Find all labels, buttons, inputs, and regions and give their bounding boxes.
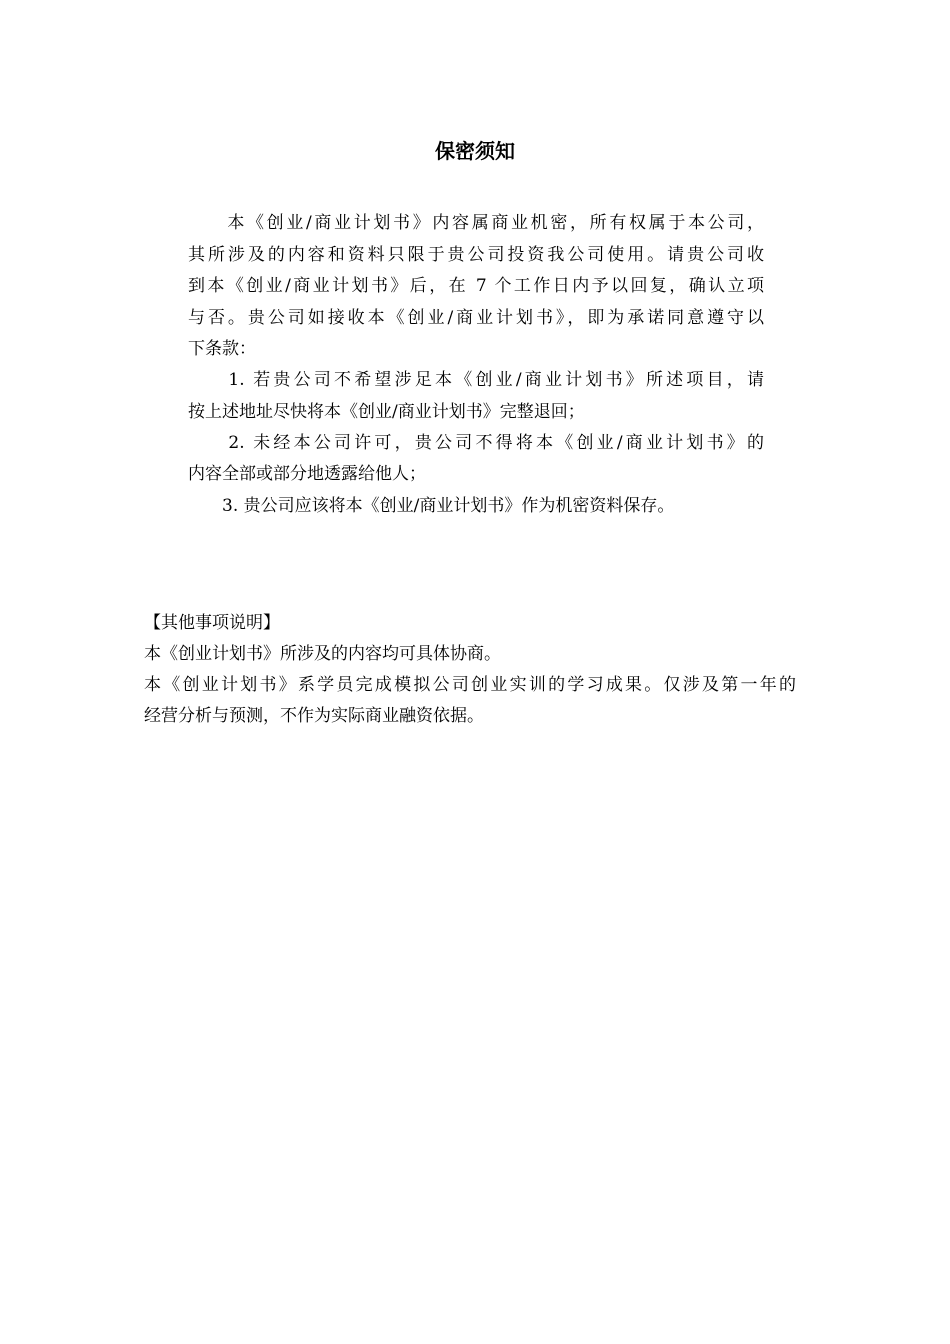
other-notes-line-3: 经营分析与预测，不作为实际商业融资依据。 [144,706,484,726]
confidentiality-line-2: 其所涉及的内容和资料只限于贵公司投资我公司使用。请贵公司收 [188,245,764,265]
confidentiality-line-1: 本《创业/商业计划书》内容属商业机密，所有权属于本公司， [188,213,764,233]
other-notes-line-1: 本《创业计划书》所涉及的内容均可具体协商。 [144,644,501,664]
confidentiality-line-4: 与否。贵公司如接收本《创业/商业计划书》，即为承诺同意遵守以 [188,308,764,328]
clause-1-line-1: 1. 若贵公司不希望涉足本《创业/商业计划书》所述项目，请 [188,370,764,390]
page-title: 保密须知 [435,139,515,163]
other-notes-heading: 【其他事项说明】 [144,613,280,633]
other-notes-line-2: 本《创业计划书》系学员完成模拟公司创业实训的学习成果。仅涉及第一年的 [144,675,796,695]
clause-2-line-2: 内容全部或部分地透露给他人； [188,464,426,484]
clause-3-line-1: 3. 贵公司应该将本《创业/商业计划书》作为机密资料保存。 [188,496,675,516]
clause-2-line-1: 2. 未经本公司许可，贵公司不得将本《创业/商业计划书》的 [188,433,764,453]
confidentiality-line-5: 下条款： [188,339,256,359]
confidentiality-line-3: 到本《创业/商业计划书》后，在 7 个工作日内予以回复，确认立项 [188,276,764,296]
clause-1-line-2: 按上述地址尽快将本《创业/商业计划书》完整退回； [188,402,585,422]
